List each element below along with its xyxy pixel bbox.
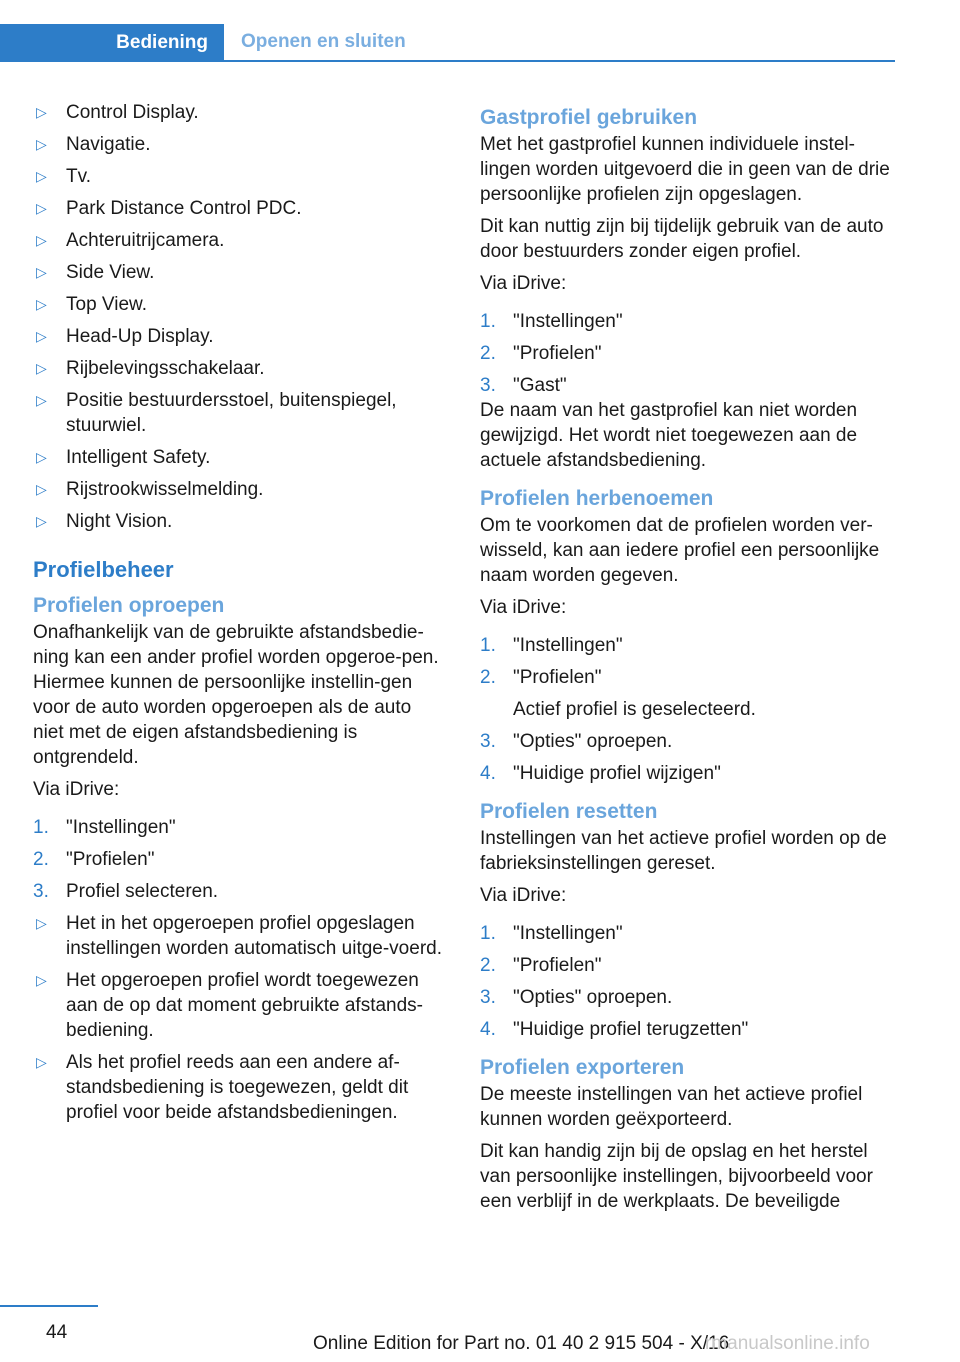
numbered-step: 1. "Instellingen" (480, 635, 623, 656)
footer-rule (0, 1305, 98, 1307)
step-number: 1. (33, 817, 49, 838)
triangle-bullet-icon: ▷ (36, 136, 47, 152)
via-label: Via iDrive: (480, 885, 567, 906)
triangle-bullet-icon: ▷ (36, 392, 47, 408)
list-item: ▷ Control Display. (36, 102, 199, 123)
list-item: ▷ Tv. (36, 166, 91, 187)
numbered-step: 3. "Opties" oproepen. (480, 987, 673, 1008)
list-item: ▷ Het in het opgeroepen profiel opgeslagen instellingen worden automatisch uitge-voerd. (36, 913, 442, 959)
step-number: 2. (33, 849, 49, 870)
step-number: 4. (480, 763, 496, 784)
triangle-bullet-icon: ▷ (36, 972, 47, 988)
numbered-step: 2. "Profielen" (480, 955, 602, 976)
subsection-heading: Gastprofiel gebruiken (480, 106, 698, 129)
numbered-step: 2. "Profielen" Actief profiel is geselecteerd. (480, 665, 900, 722)
numbered-step: 2. "Profielen" (33, 849, 155, 870)
triangle-bullet-icon: ▷ (36, 1054, 47, 1070)
step-number: 2. (480, 343, 496, 364)
page-number: 44 (46, 1322, 68, 1343)
section-heading: Profielbeheer (33, 557, 174, 582)
paragraph: De meeste instellingen van het actieve profiel kunnen worden geëxporteerd. (480, 1084, 863, 1130)
numbered-step: 1. "Instellingen" (480, 311, 623, 332)
list-item: ▷ Park Distance Control PDC. (36, 198, 302, 219)
section-tab-inactive: Openen en sluiten (241, 31, 406, 52)
numbered-step: 2. "Profielen" (480, 343, 602, 364)
triangle-bullet-icon: ▷ (36, 200, 47, 216)
numbered-step: 1. "Instellingen" (480, 923, 623, 944)
step-number: 3. (480, 987, 496, 1008)
step-note: Actief profiel is geselecteerd. (513, 699, 756, 720)
paragraph: Om te voorkomen dat de profielen worden ver-wisseld, kan aan iedere profiel een persoonlijke naam worden gegeven. (480, 515, 880, 586)
list-item: ▷ Night Vision. (36, 511, 173, 532)
numbered-step: 4. "Huidige profiel terugzetten" (480, 1019, 749, 1040)
paragraph: Instellingen van het actieve profiel worden op de fabrieksinstellingen gereset. (480, 828, 887, 874)
numbered-step: 3. "Opties" oproepen. (480, 731, 673, 752)
triangle-bullet-icon: ▷ (36, 232, 47, 248)
list-item: ▷ Intelligent Safety. (36, 447, 211, 468)
list-item: ▷ Als het profiel reeds aan een andere af-standsbediening is toegewezen, geldt dit profiel voor beide afstandsbedieningen. (36, 1052, 409, 1123)
triangle-bullet-icon: ▷ (36, 481, 47, 497)
section-tab-active: Bediening (0, 24, 224, 62)
edition-note: Online Edition for Part no. 01 40 2 915 504 - X/16 (313, 1333, 730, 1354)
list-item: ▷ Het opgeroepen profiel wordt toegewezen aan de op dat moment gebruikte afstands-bediening. (36, 970, 424, 1041)
paragraph: De naam van het gastprofiel kan niet worden gewijzigd. Het wordt niet toegewezen aan de actuele afstandsbediening. (480, 400, 858, 471)
via-label: Via iDrive: (480, 273, 567, 294)
left-column (33, 100, 447, 1132)
watermark: rmanualsonline.info (705, 1333, 870, 1354)
triangle-bullet-icon: ▷ (36, 360, 47, 376)
triangle-bullet-icon: ▷ (36, 915, 47, 931)
subsection-heading: Profielen herbenoemen (480, 487, 714, 510)
paragraph: Dit kan nuttig zijn bij tijdelijk gebruik van de auto door bestuurders zonder eigen profiel. (480, 216, 884, 262)
triangle-bullet-icon: ▷ (36, 513, 47, 529)
via-label: Via iDrive: (33, 779, 120, 800)
step-number: 1. (480, 923, 496, 944)
triangle-bullet-icon: ▷ (36, 104, 47, 120)
paragraph: Dit kan handig zijn bij de opslag en het herstel van persoonlijke instellingen, bijvoorbeeld voor een verblijf in de werkplaats. De beveiligde (480, 1141, 873, 1212)
step-number: 3. (480, 375, 496, 396)
list-item: ▷ Side View. (36, 262, 155, 283)
triangle-bullet-icon: ▷ (36, 449, 47, 465)
triangle-bullet-icon: ▷ (36, 168, 47, 184)
paragraph: Onafhankelijk van de gebruikte afstandsbedie-ning kan een ander profiel worden opgeroe-pen. Hiermee kunnen de persoonlijke instellin-gen voor de auto worden opgeroepen als de auto niet met de eigen afstandsbediening is ontgrendeld. (33, 622, 439, 768)
step-number: 2. (480, 955, 496, 976)
subsection-heading: Profielen oproepen (33, 594, 225, 617)
step-number: 2. (480, 667, 496, 688)
triangle-bullet-icon: ▷ (36, 264, 47, 280)
list-item: ▷ Positie bestuurdersstoel, buitenspiegel, stuurwiel. (36, 390, 397, 436)
list-item: ▷ Head-Up Display. (36, 326, 214, 347)
step-number: 3. (33, 881, 49, 902)
step-number: 1. (480, 311, 496, 332)
subsection-heading: Profielen resetten (480, 800, 658, 823)
list-item: ▷ Rijstrookwisselmelding. (36, 479, 264, 500)
numbered-step: 3. "Gast" (480, 375, 567, 396)
header-rule (0, 60, 895, 62)
list-item: ▷ Navigatie. (36, 134, 151, 155)
list-item: ▷ Top View. (36, 294, 147, 315)
step-number: 1. (480, 635, 496, 656)
step-number: 3. (480, 731, 496, 752)
numbered-step: 4. "Huidige profiel wijzigen" (480, 763, 721, 784)
numbered-step: 1. "Instellingen" (33, 817, 176, 838)
right-column (480, 100, 900, 1221)
numbered-step: 3. Profiel selecteren. (33, 881, 219, 902)
triangle-bullet-icon: ▷ (36, 328, 47, 344)
paragraph: Met het gastprofiel kunnen individuele instel-lingen worden uitgevoerd die in geen van de drie persoonlijke profielen zijn opgeslagen. (480, 134, 890, 205)
subsection-heading: Profielen exporteren (480, 1056, 685, 1079)
list-item: ▷ Achteruitrijcamera. (36, 230, 225, 251)
page-header (0, 24, 895, 62)
triangle-bullet-icon: ▷ (36, 296, 47, 312)
via-label: Via iDrive: (480, 597, 567, 618)
list-item: ▷ Rijbelevingsschakelaar. (36, 358, 265, 379)
step-number: 4. (480, 1019, 496, 1040)
